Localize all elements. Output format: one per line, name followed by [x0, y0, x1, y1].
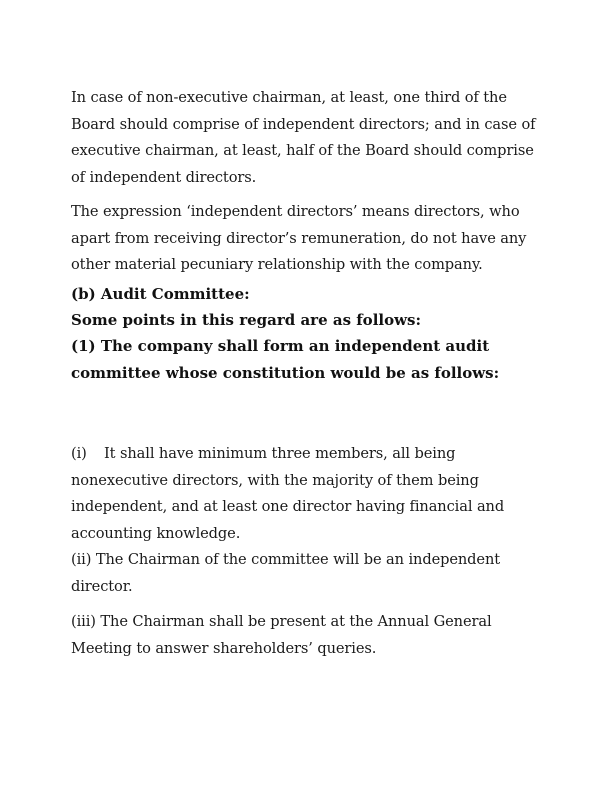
- heading-audit-committee: (b) Audit Committee:: [71, 285, 250, 303]
- list-item-i: [71, 441, 541, 547]
- list-item-i-number: (i): [71, 445, 87, 462]
- paragraph-independent-directors-definition: The expression ‘independent directors’ means directors, who apart from receiving director’s remuneration, do not have any other material pecuniary relationship with the company.: [71, 203, 527, 273]
- heading-points-intro: Some points in this regard are as follows:: [71, 311, 421, 329]
- paragraph-board-composition: In case of non-executive chairman, at least, one third of the Board should comprise of independent directors; and in case of executive chairman, at least, half of the Board should comprise of independent directors.: [71, 89, 536, 186]
- list-item-iii: (iii) The Chairman shall be present at the Annual General Meeting to answer shareholders’ queries.: [71, 613, 492, 657]
- list-item-ii: (ii) The Chairman of the committee will be an independent director.: [71, 551, 501, 595]
- list-item-i-text: It shall have minimum three members, all being nonexecutive directors, with the majority of them being independent, and at least one director having financial and accounting knowledge.: [71, 445, 505, 542]
- heading-point-1: (1) The company shall form an independent audit committee whose constitution would be as follows:: [71, 337, 500, 382]
